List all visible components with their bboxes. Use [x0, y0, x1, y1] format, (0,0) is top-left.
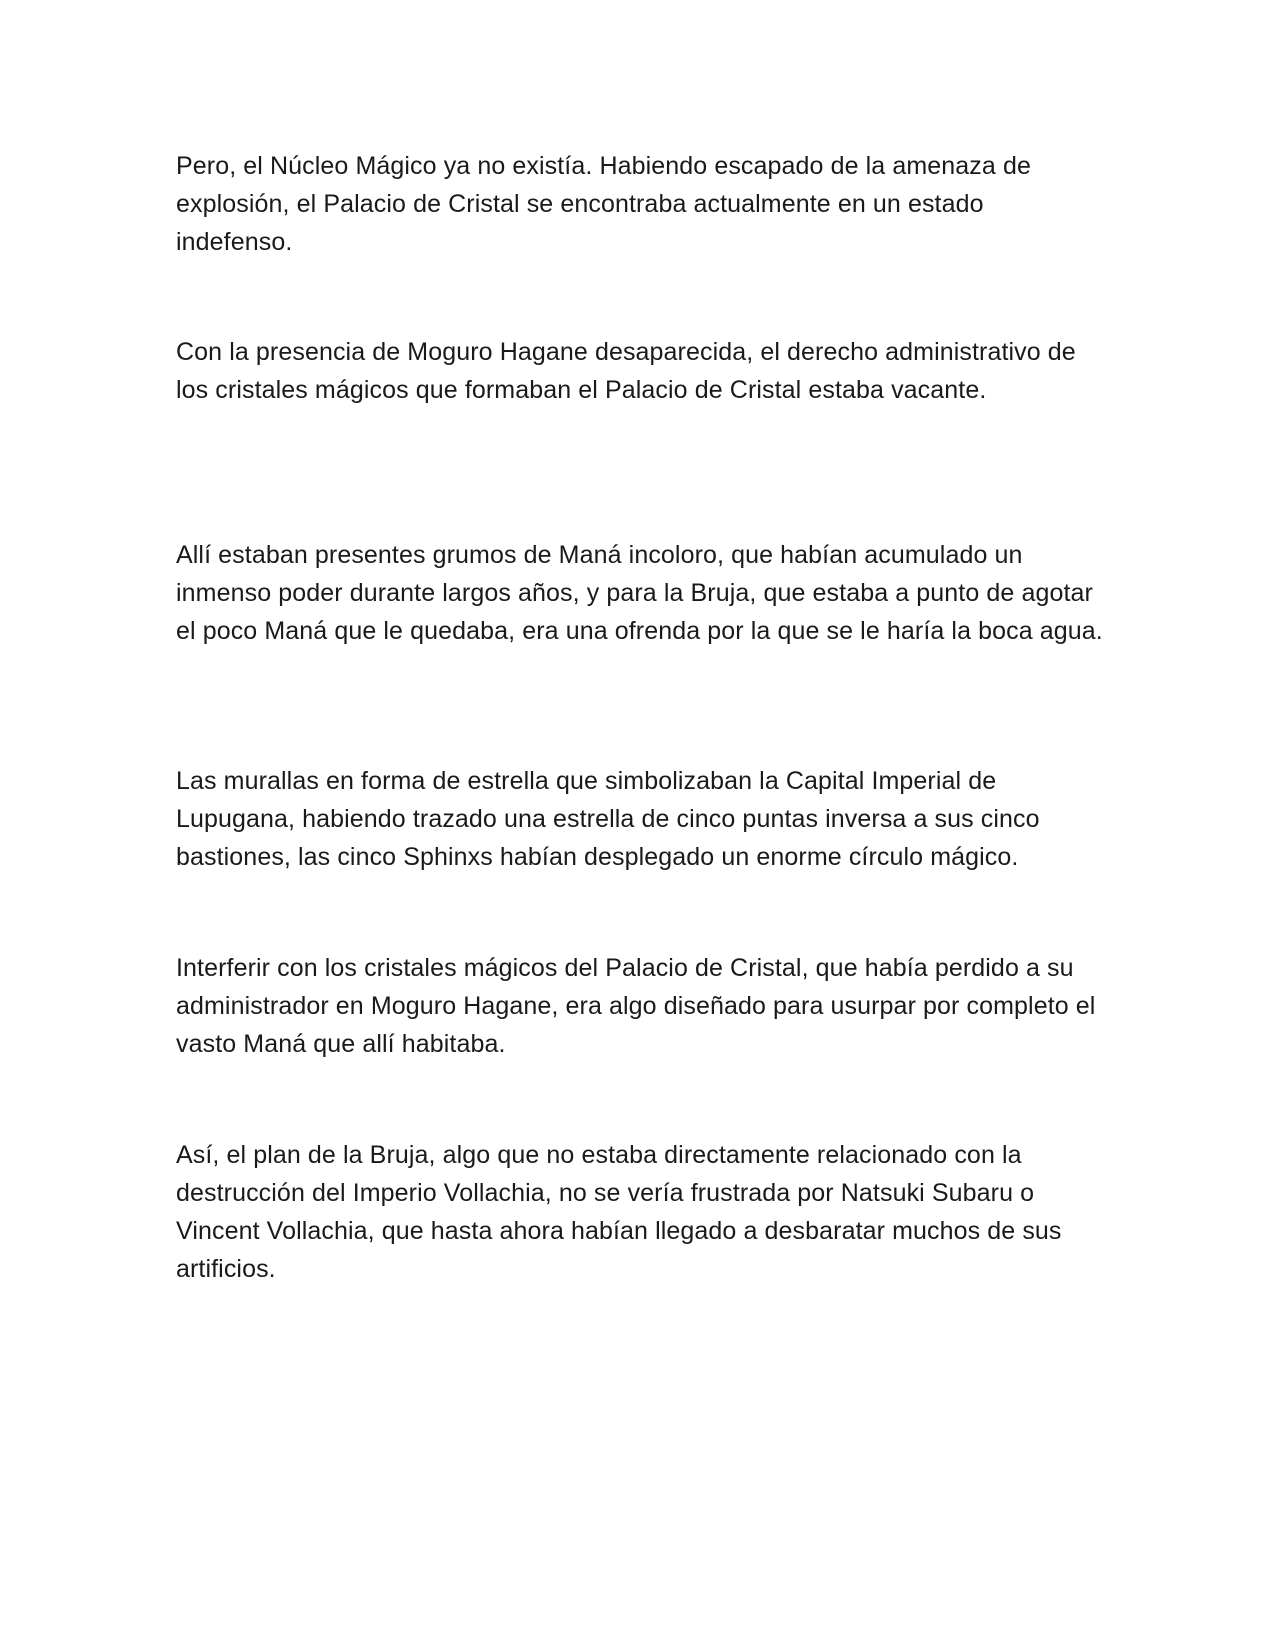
paragraph-1: Pero, el Núcleo Mágico ya no existía. Habiendo escapado de la amenaza de explosión, el Palacio de Cristal se encontraba actualmente en un estado indefenso.	[176, 152, 1031, 256]
paragraph-3: Allí estaban presentes grumos de Maná incoloro, que habían acumulado un inmenso poder durante largos años, y para la Bruja, que estaba a punto de agotar el poco Maná que le quedaba, era una ofrenda por la que se le haría la boca agua.	[176, 541, 1103, 645]
paragraph-6: Así, el plan de la Bruja, algo que no estaba directamente relacionado con la destrucción del Imperio Vollachia, no se vería frustrada por Natsuki Subaru o Vincent Vollachia, que hasta ahora habían llegado a desbaratar muchos de sus artificios.	[176, 1141, 1062, 1283]
paragraph-2: Con la presencia de Moguro Hagane desaparecida, el derecho administrativo de los cristales mágicos que formaban el Palacio de Cristal estaba vacante.	[176, 338, 1076, 404]
paragraph-4: Las murallas en forma de estrella que simbolizaban la Capital Imperial de Lupugana, habiendo trazado una estrella de cinco puntas inversa a sus cinco bastiones, las cinco Sphinxs habían desplegado un enorme círculo mágico.	[176, 767, 1040, 871]
paragraph-5: Interferir con los cristales mágicos del Palacio de Cristal, que había perdido a su administrador en Moguro Hagane, era algo diseñado para usurpar por completo el vasto Maná que allí habitaba.	[176, 954, 1096, 1058]
